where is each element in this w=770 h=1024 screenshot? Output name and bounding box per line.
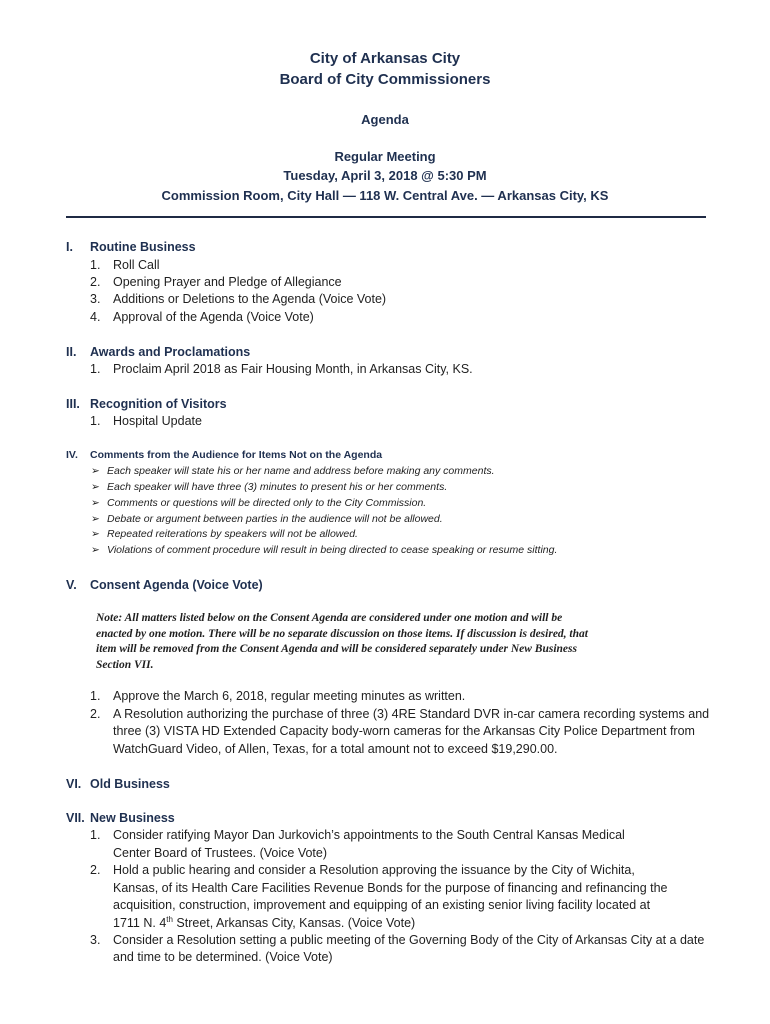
section-title: Awards and Proclamations xyxy=(90,345,251,359)
arrow-bullet-icon: ➢ xyxy=(91,465,100,477)
item-text: Consider a Resolution setting a public meeting of the Governing Body of the City of Arkansas City at a date xyxy=(113,933,705,947)
list-item xyxy=(91,528,358,540)
list-item xyxy=(91,465,495,477)
section-comments xyxy=(66,449,382,461)
item-number: 4. xyxy=(90,310,101,324)
list-item xyxy=(91,497,426,509)
item-text: Roll Call xyxy=(113,258,160,272)
section-recognition xyxy=(66,397,227,411)
section-number: V. xyxy=(66,578,77,592)
list-item xyxy=(90,362,473,376)
list-item xyxy=(90,933,704,947)
item-text: Hospital Update xyxy=(113,414,202,428)
list-item xyxy=(90,292,386,306)
section-title: Routine Business xyxy=(90,240,196,254)
city-title: City of Arkansas City xyxy=(309,50,461,67)
section-number: III. xyxy=(66,397,80,411)
section-title: Comments from the Audience for Items Not on the Agenda xyxy=(90,449,383,461)
item-number: 1. xyxy=(90,362,101,376)
consent-note xyxy=(96,611,696,673)
item-continuation: and time to be determined. (Voice Vote) xyxy=(113,950,333,964)
list-item xyxy=(90,689,465,703)
arrow-bullet-icon: ➢ xyxy=(91,528,100,540)
ordinal-suffix: th xyxy=(166,915,173,924)
section-title: Old Business xyxy=(90,777,170,791)
item-number: 1. xyxy=(90,414,101,428)
item-text: Violations of comment procedure will result in being directed to cease speaking or resume sitting. xyxy=(107,544,558,556)
section-old-business xyxy=(66,777,170,791)
list-item xyxy=(91,544,557,556)
meeting-datetime: Tuesday, April 3, 2018 @ 5:30 PM xyxy=(283,168,487,183)
list-item xyxy=(90,828,625,842)
note-line: item will be removed from the Consent Agenda and will be considered separately under New Business xyxy=(96,643,577,655)
item-text: Additions or Deletions to the Agenda (Voice Vote) xyxy=(113,292,387,306)
list-item xyxy=(90,310,314,324)
list-item xyxy=(90,414,202,428)
note-line: Section VII. xyxy=(96,658,154,671)
item-text: Consider ratifying Mayor Dan Jurkovich’s appointments to the South Central Kansas Medical xyxy=(113,828,625,842)
list-item xyxy=(90,707,709,721)
section-number: VI. xyxy=(66,777,82,791)
address-text: 1711 N. 4 xyxy=(113,916,167,931)
item-number: 3. xyxy=(90,292,101,306)
item-continuation xyxy=(113,915,415,930)
address-text: Street, Arkansas City, Kansas. (Voice Vote) xyxy=(172,916,416,931)
item-continuation: acquisition, construction, improvement and equipping of an existing senior living facility located at xyxy=(113,898,651,912)
item-text: Hold a public hearing and consider a Resolution approving the issuance by the City of Wichita, xyxy=(113,863,635,877)
item-continuation: Kansas, of its Health Care Facilities Revenue Bonds for the purpose of financing and refinancing the xyxy=(113,881,668,895)
item-text: Opening Prayer and Pledge of Allegiance xyxy=(113,275,342,289)
section-number: VII. xyxy=(66,811,85,825)
arrow-bullet-icon: ➢ xyxy=(91,513,100,525)
item-text: Comments or questions will be directed only to the City Commission. xyxy=(107,497,427,509)
meeting-type: Regular Meeting xyxy=(334,149,436,164)
item-text: Each speaker will have three (3) minutes to present his or her comments. xyxy=(107,481,448,493)
list-item xyxy=(90,275,342,289)
item-number: 1. xyxy=(90,828,101,842)
note-line: enacted by one motion. There will be no separate discussion on those items. If discussion is desired, that xyxy=(96,627,588,640)
item-number: 2. xyxy=(90,275,101,289)
section-new-business xyxy=(66,811,175,825)
board-title: Board of City Commissioners xyxy=(279,71,491,88)
item-number: 2. xyxy=(90,863,101,877)
item-number: 1. xyxy=(90,258,101,272)
item-text: Approve the March 6, 2018, regular meeting minutes as written. xyxy=(113,689,466,703)
item-text: Proclaim April 2018 as Fair Housing Month, in Arkansas City, KS. xyxy=(113,362,473,376)
item-text: Each speaker will state his or her name and address before making any comments. xyxy=(107,465,495,477)
item-text: A Resolution authorizing the purchase of three (3) 4RE Standard DVR in-car camera recording systems and xyxy=(113,707,710,721)
section-number: II. xyxy=(66,345,77,359)
item-text: Approval of the Agenda (Voice Vote) xyxy=(113,310,314,324)
section-awards xyxy=(66,345,250,359)
item-text: Debate or argument between parties in the audience will not be allowed. xyxy=(107,513,443,525)
list-item xyxy=(90,863,635,877)
item-continuation: three (3) VISTA HD Extended Capacity body-worn cameras for the Arkansas City Police Department from xyxy=(113,724,695,738)
meeting-location: Commission Room, City Hall — 118 W. Central Ave. — Arkansas City, KS xyxy=(161,188,609,203)
item-number: 3. xyxy=(90,933,101,947)
agenda-heading: Agenda xyxy=(361,112,409,127)
arrow-bullet-icon: ➢ xyxy=(91,497,100,509)
list-item xyxy=(91,481,447,493)
section-number: IV. xyxy=(66,449,78,461)
item-continuation: Center Board of Trustees. (Voice Vote) xyxy=(113,846,328,860)
note-line: Note: All matters listed below on the Consent Agenda are considered under one motion and will be xyxy=(96,612,563,624)
header-divider xyxy=(66,216,706,218)
item-number: 2. xyxy=(90,707,101,721)
item-number: 1. xyxy=(90,689,101,703)
list-item xyxy=(90,258,160,272)
section-title: New Business xyxy=(90,811,175,825)
arrow-bullet-icon: ➢ xyxy=(91,481,100,493)
arrow-bullet-icon: ➢ xyxy=(91,544,100,556)
section-routine-business xyxy=(66,240,196,254)
item-text: Repeated reiterations by speakers will not be allowed. xyxy=(107,528,358,540)
section-number: I. xyxy=(66,240,73,254)
section-title: Recognition of Visitors xyxy=(90,397,227,411)
item-continuation: WatchGuard Video, of Allen, Texas, for a total amount not to exceed $19,290.00. xyxy=(113,742,558,756)
list-item xyxy=(91,513,443,525)
section-title: Consent Agenda (Voice Vote) xyxy=(90,578,263,592)
section-consent-agenda xyxy=(66,578,263,592)
